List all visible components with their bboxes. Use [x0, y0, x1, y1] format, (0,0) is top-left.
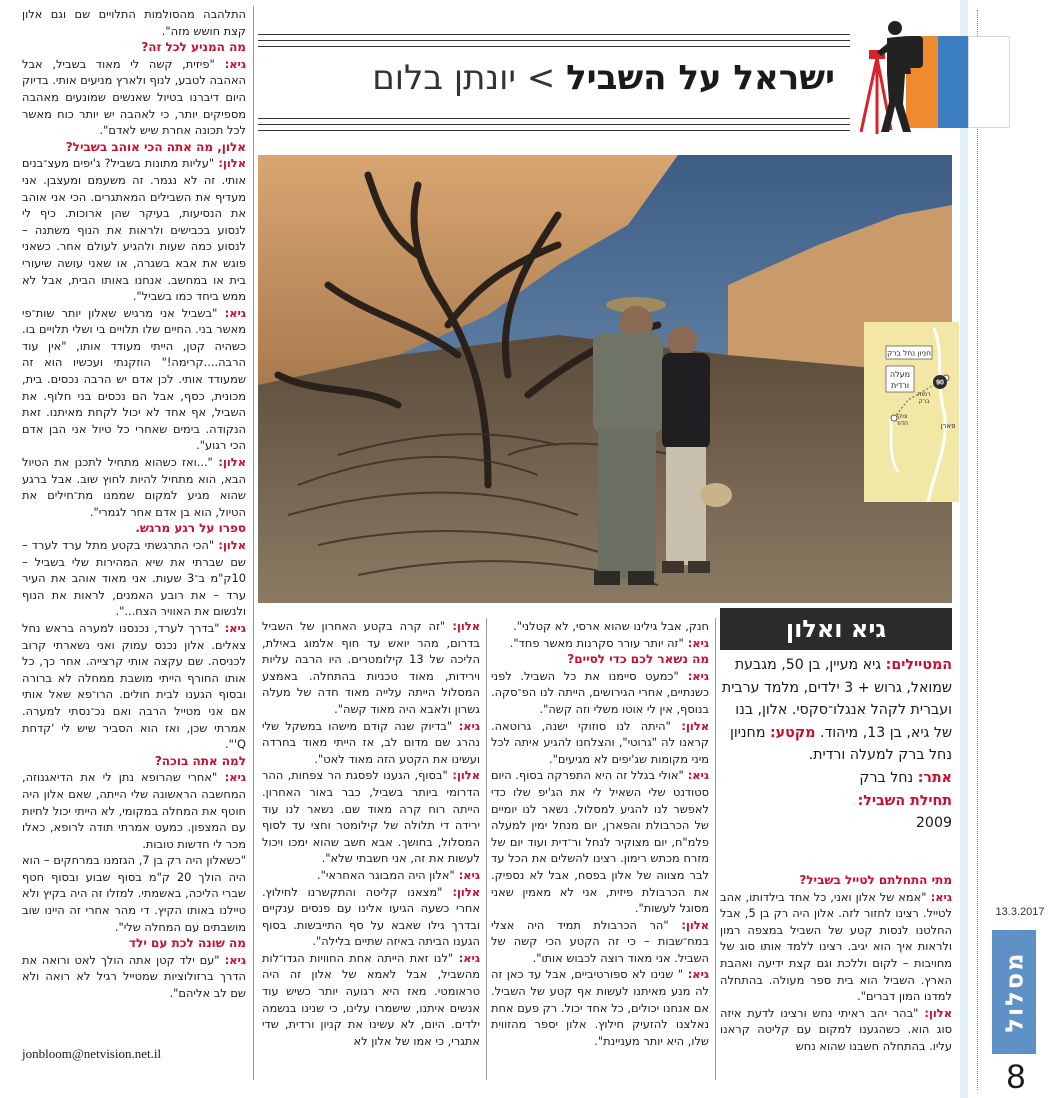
interview-question: מה שונה לכת עם ילד — [129, 936, 246, 951]
paragraph — [720, 889, 952, 1005]
paragraph — [22, 952, 246, 1002]
paragraph-text: "הר הכרבולת תמיד היה אצלי במח־שבות – כי זה הקטע הכי קשה של השביל. אני מאוד רוצה לכבוש אותו". — [491, 917, 709, 965]
speaker-label: גיא: — [683, 768, 709, 783]
paragraph — [22, 6, 246, 39]
speaker-label: גיא: — [452, 718, 480, 733]
paragraph-text: "היתה לנו סוזוקי ישנה, גרוטאה. קראנו לה "גרוטי", והצלחנו להגיע איתה לכל מיני מקומות שג'יפים לא מגיעים". — [491, 718, 709, 766]
info-hikers-text: גיא מעיין, בן 50, מגבעת שמואל, גרוש + 3 ילדים, מלמד ערבית ועברית לקהל אנגלו־סקסי. אלון, בנו של גיא, בן 13, מיהוד. — [721, 657, 952, 741]
paragraph — [262, 950, 480, 1050]
paragraph — [262, 867, 480, 884]
header-rule — [258, 118, 850, 119]
speaker-label: אלון: — [668, 917, 709, 932]
paragraph-text: "אלון היה המבוגר האחראי". — [316, 867, 455, 882]
article-column-left — [22, 6, 246, 1046]
speaker-label: גיא: — [683, 635, 709, 650]
speaker-label: גיא: — [453, 950, 480, 965]
paragraph-text: "אולי בגלל זה היא התפרקה בסוף. היום סטודנט שלי השאיל לי את הג'יפ שלו כדי לאפשר לנו להגיע למסלול. נשאר לנו יומיים של הכרבולת והפארן, יום מנחל ימין למעלה פלמ"ח, יום מצוקיר לנחל ור־דית ועוד יום של מזרח מכתש רימון. רצינו להשלים את הכל עד לבר מצווה של אלון בפסח, אבל לא נספיק. את הכרבולת פיזית, אני לא מאמין שאני מסוגל לעשות". — [491, 768, 709, 916]
section-label: מסלול — [1000, 951, 1028, 1033]
header-rule — [258, 124, 850, 125]
interview-question: אלון, מה אתה הכי אוהב בשביל? — [65, 139, 246, 154]
info-site-text: נחל ברק — [859, 769, 914, 786]
column-divider — [253, 6, 254, 1080]
title-separator: > — [526, 58, 556, 98]
paragraph-text: "בשביל אני מרגיש שאלון יותר שות־פי מאשר בני. החיים שלו תלויים בי ושלי תלויים בו. כשהיה קטן, הייתי מעודד אותו, "אין עוד הרבה....קרימה!" הוזקנתי ועכשיו הוא זה שמעודד אותי. לכן אדם יש הרבה נכסים. בית, מכונית, כסף, אבל הם נכסים בני חלוף. את השביל, אף אחד לא יכול לקחת מאיתנו. זאת הנקודה. בימים שאחרי כל טיול אני הבן אדם הכי רגוע". — [22, 305, 246, 453]
paragraph — [22, 454, 246, 520]
speaker-label: אלון: — [212, 455, 246, 470]
paragraph — [22, 852, 246, 935]
speaker-label: אלון: — [670, 718, 709, 733]
paragraph — [491, 668, 709, 718]
article-column-2 — [262, 618, 480, 1078]
speaker-label: גיא: — [454, 867, 480, 882]
paragraph — [491, 718, 709, 768]
hiker-photographer-icon — [855, 18, 927, 136]
interview-question: מתי התחלתם לטייל בשביל? — [799, 873, 952, 887]
paragraph-text: "לנו זאת הייתה אחת החוויות הגדו־לות מהשביל, אבל לאמא של אלון זה היה טראומטי. מאז היא רגועה יותר כשיש עוד אנשים איתנו, שישמרו עלינו, כי שנינו בנשמה ילדים. היום, לא עשינו את קניון ורדית, שדי אתגרי, כי אמו של אלון לא — [262, 950, 480, 1048]
margin-sky-strip — [960, 0, 968, 1098]
speaker-label: גיא: — [219, 620, 246, 635]
paragraph-text: "עם ילד קטן אתה הולך לאט ורואה את הדרך ברזולוציות שמטייל רגיל לא רואה ולא שם לב אליהם". — [22, 952, 246, 1001]
info-start-label: תחילת השביל: — [857, 792, 952, 809]
paragraph-text: "כמעט סיימנו את כל השביל. לפני כשנתיים, אחרי הגירושים, הייתה לנו הפ־סקה. בנוסף, אין לי אוטו משלי וזה קשה". — [491, 668, 709, 716]
map-label-ramat-barak: רמות ברק — [917, 391, 931, 405]
header-rule — [258, 130, 850, 131]
page-number: 8 — [1006, 1058, 1026, 1096]
speaker-label: אלון: — [445, 619, 480, 633]
paragraph — [262, 718, 480, 768]
speaker-label: גיא: — [217, 770, 246, 785]
speaker-label: גיא: — [217, 305, 246, 320]
paragraph-text: "בסוף, הגענו לפסגת הר צפחות, ההר הדרומי ביותר בשביל, כבר באור האחרון. הייתה רוח קרה מאוד שם. נשאר לנו עוד ירידה די תלולה של קילומטר וחצי עד לסוף המסלול, בחושך. אבא חשב שהוא ימכו ויכול לעשות את זה, אני חשבתי שלא". — [262, 768, 480, 866]
paragraph-text: "זה יותר עורר סקרנות מאשר פחד". — [509, 635, 684, 650]
page-title — [372, 58, 835, 98]
interview-question: למה אתה בוכה? — [154, 753, 246, 768]
speaker-label: אלון: — [214, 538, 246, 552]
map-label-maale-vardit: מעלה ורדית — [889, 370, 911, 390]
interview-question: מה המניע לכל זה? — [141, 40, 246, 55]
map-label-campsite: חניון נחל ברק — [887, 348, 931, 358]
speaker-label: גיא: — [926, 889, 952, 904]
interview-question: ספרו על רגע מרגש. — [135, 521, 246, 536]
speaker-label: אלון: — [918, 1005, 952, 1020]
flag-white-stripe — [968, 36, 1010, 128]
fold-dotted-line — [977, 10, 978, 1090]
route-map — [864, 322, 959, 502]
paragraph-text: התלהבה מהסולמות התלויים שם וגם אלון קצת חושש מזה". — [22, 7, 246, 38]
paragraph-text: "בדיוק שנה קודם מישהו במשקל שלי נהרג שם מדום לב, אז הייתי מאוד בחרדה ועשינו את הקטע הזה מאוד לאט". — [262, 718, 480, 766]
paragraph-text: "עליות מתונות בשביל? ג'יפים מעצ־בנים אותי. זה לא נגמר. זה משעמם ומעצבן. אני מעדיף את השבילים המאתגרים. הכי אני אוהב את הנסיעות, בעיקר שהן ארוכות. כיף לי לנסוע בכבישים ולראות את הנוף משתנה – לנסוע כמה שעות ולהגיע לעולם אחר. כשאני פוגש את אבא בשגרה, או שאני עושה שיעורי בית או במחשב. אנחנו באותו הבית, אבל לא ממש ביחד כמו בשביל". — [22, 156, 246, 304]
paragraph — [22, 305, 246, 454]
paragraph — [491, 635, 709, 652]
speaker-label: אלון: — [214, 156, 246, 171]
info-site-label: אתר: — [917, 769, 952, 786]
paragraph — [22, 155, 246, 304]
issue-date: 13.3.2017 — [995, 906, 1045, 918]
paragraph — [491, 767, 709, 916]
article-column-4 — [720, 872, 952, 1078]
info-start-text: 2009 — [915, 815, 952, 832]
paragraph — [720, 1005, 952, 1055]
speaker-label: גיא: — [682, 967, 709, 982]
info-section-label: מקטע: — [769, 724, 816, 741]
speaker-label: גיא: — [219, 952, 246, 967]
column-title: ישראל על השביל — [566, 58, 835, 98]
paragraph — [262, 884, 480, 950]
paragraph — [491, 966, 709, 1049]
paragraph-text: "זה קרה בקטע האחרון של השביל בדרום, מהר יואש עד חוף אלמוג באילת, הליכה של 13 קילומטרים. היו הרבה עליות וירידות, מאוד טכניות בהתחלה. באמצע המסלול הייתה עלייה מאוד חדה של מעלה גשרון ולאבא היה מאוד קשה". — [262, 619, 480, 716]
paragraph-text: "בדרך לערד, נכנסנו למערה בראש נחל צאלים. אלון נכנס עמוק ואני נשארתי קרוב לכניסה. שם עקצה אותי קרצייה. אחר כך, כל אותו החורף הייתי מושבת ממחלה לא ברורה ובסוף הגענו לבית חולים. הרו־פא שאל אותי אם אני מטייל הרבה ואם נכ־נסתי למערה. אמרתי שכן, ואז הוא הסביר שיש לי 'קדחת Q'". — [22, 620, 246, 752]
paragraph — [22, 537, 246, 620]
paragraph — [22, 769, 246, 852]
header-rule — [258, 46, 850, 47]
map-label-paran: פארן — [940, 422, 956, 430]
paragraph — [262, 618, 480, 718]
info-section-text: מחניון נחל ברק למעלה ורדית. — [729, 724, 952, 764]
paragraph-text: " שנינו לא ספורטיביים, אבל עד כאן זה לה מנע מאיתנו לעשות אף קטע של השביל. אם אנחנו יכולים, כל אחד יכול. רק פעם אחת נאלצנו להזעיק חילוץ. אלון יספר מהזווית שלו, היא יותר מעניינת". — [491, 967, 709, 1048]
hikers-photo — [258, 155, 952, 603]
paragraph — [22, 56, 246, 139]
interview-question: מה נשאר לכם כדי לסיים? — [567, 652, 709, 667]
author-email: jonbloom@netvision.net.il — [22, 1046, 162, 1061]
flag-blue-stripe — [938, 36, 968, 128]
header-rule — [258, 40, 850, 41]
paragraph-text: חנק, אבל גילינו שהוא ארסי, לא קטלני". — [513, 619, 709, 633]
paragraph — [491, 917, 709, 967]
paragraph-text: "כשאלון היה רק בן 7, הגזמנו במרחקים – הוא היה הולך 20 ק"מ בסוף שבוע ובסוף חטף שברי הליכה, באשמתי. למזלו זה היה בקיץ ולא טיילנו באותו הקיץ. די מהר אחרי זה היינו שוב מושבתים עם המחלה שלי". — [22, 853, 246, 934]
section-tab — [992, 930, 1036, 1054]
speaker-label: אלון: — [447, 768, 480, 783]
paragraph-text: "...ואז כשהוא מתחיל לתכנן את הטיול הבא, הוא מתחיל להיות לחוץ שוב. אבל ברגע שהוא מגיע למקום שממנו מת־חילים את הטיול, הוא בן אדם אחר לגמרי". — [22, 455, 246, 519]
info-box-title: גיא ואלון — [720, 608, 952, 650]
speaker-label: גיא: — [678, 668, 709, 683]
column-divider — [715, 618, 716, 1080]
paragraph — [262, 767, 480, 867]
paragraph-text: "פיזית, קשה לי מאוד בשביל, אבל האהבה לטבע, לנוף ולארץ מניעים אותי. בדיוק היום דיברנו בטיול שאנשים שמונעים מאהבה מספיקים יותר, כי לאהבה יש יותר כוח מאשר לכל תכונה אחרת שיש לאדם". — [22, 56, 246, 138]
header-rule — [258, 34, 850, 35]
paragraph-text: "אחרי שהרופא נתן לי את הדיאגנוזה, המחשבה הראשונה שלי הייתה, שאם אלון היה חוטף את המחלה במקומי, לא הייתי יכול לחיות עם המצפון. כמעט אמרתי תודה לרופא, כאלו מכר לי חדשות טובות. — [22, 770, 246, 851]
info-hikers-label: המטיילים: — [885, 657, 952, 673]
paragraph-text: "בהר יהב ראיתי נחש ורצינו לדעת איזה סוג הוא. כשהגענו למקום עם קליטה קראנו עליו. בהתחלה חשבנו שהוא נחש — [720, 1005, 952, 1053]
paragraph — [22, 620, 246, 753]
info-box-body — [720, 654, 952, 844]
author-name: יונתן בלום — [372, 58, 516, 98]
paragraph — [491, 618, 709, 635]
paragraph-text: "הכי התרגשתי בקטע מתל ערד לערד – שם שברתי את שיא המהירות שלי בשביל – 10ק"מ ב־3 שעות. אני מאוד אוהב את העיר ערד – את רובע האמנים, לראות את הנוף ולנשום את האוויר הצח...". — [22, 538, 246, 619]
road-number: 90 — [936, 379, 944, 387]
map-label-tzukei-hadud: צוקי חדוד — [895, 413, 909, 427]
column-divider — [486, 618, 487, 1080]
paragraph-text: "מצאנו קליטה והתקשרנו לחילוץ. אחרי כשעה הגיעו אלינו עם פנסים ענקיים ובדרך גילו שאבא על סף התייבשות. בסוף הגענו הביתה באיזה שתיים בלילה". — [262, 884, 480, 949]
speaker-label: אלון: — [442, 884, 480, 899]
speaker-label: גיא: — [214, 56, 246, 71]
article-column-3 — [491, 618, 709, 1078]
paragraph-text: "אמא של אלון ואני, כל אחד בילדותו, אהב לטייל. רצינו לחזור לזה. אלון היה רק בן 5, אבל החלטנו לנסות קטע של השביל במצפה רמון ולראות איך הוא יגיב. רצינו ללמד אותו סוג של מחויבות – לקום וללכת וגם קצת ידיעה ואהבת הארץ. השביל הוא בית ספר מעולה. בהתחלה למדנו המון דברים". — [720, 889, 952, 1004]
